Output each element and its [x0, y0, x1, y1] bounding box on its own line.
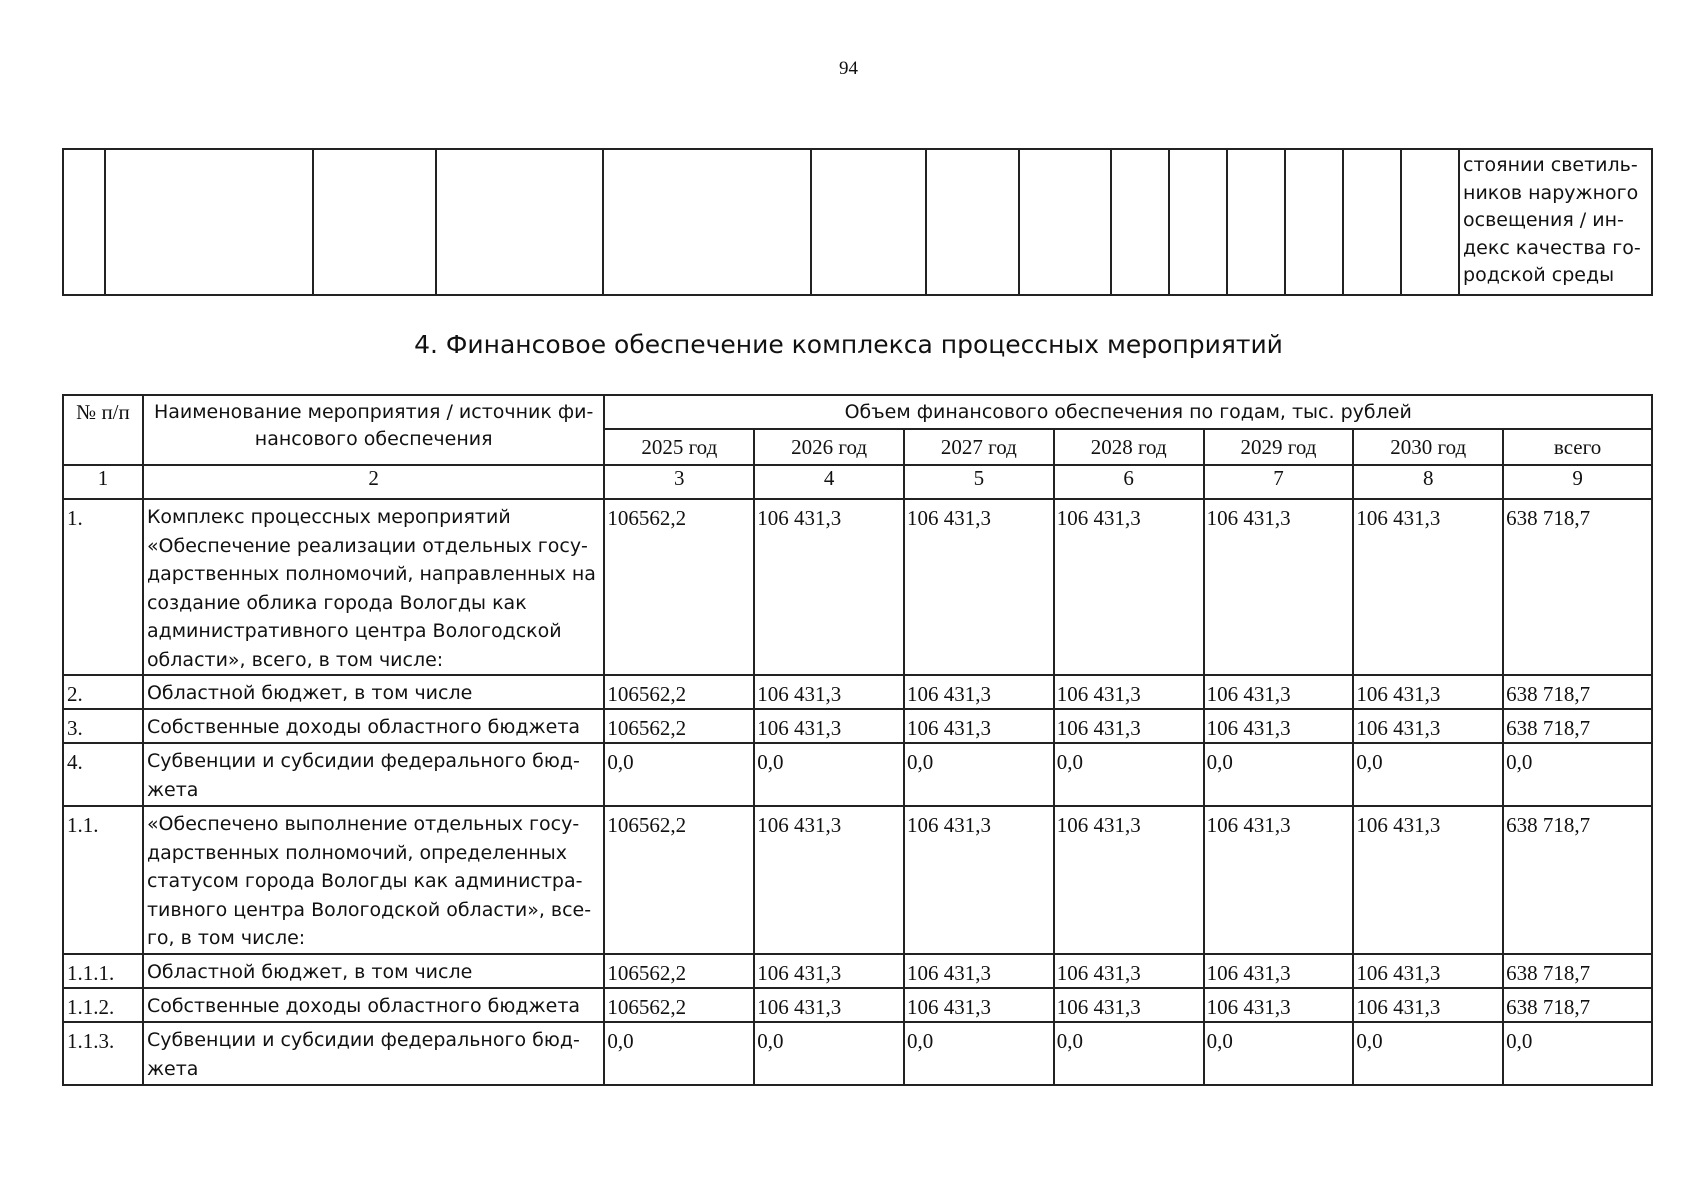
continuation-table: [62, 148, 1653, 296]
value-cell: 106 431,3: [904, 709, 1054, 743]
value-cell: 106 431,3: [1353, 499, 1503, 675]
value-cell: 106 431,3: [1054, 675, 1204, 709]
empty-cell: [603, 149, 811, 295]
header-name: Наименование мероприятия / источник фи-нансового обеспечения: [143, 395, 604, 465]
value-cell: 106 431,3: [1054, 988, 1204, 1022]
value-cell: 106562,2: [604, 806, 754, 954]
empty-cell: [1111, 149, 1169, 295]
table-row: [63, 1022, 1652, 1085]
value-cell: 106 431,3: [1054, 709, 1204, 743]
header-year: 2029 год: [1204, 429, 1354, 465]
table-row: [63, 675, 1652, 709]
continuation-row: [63, 149, 1652, 295]
column-number: 1: [63, 465, 143, 499]
row-number: 1.1.3.: [63, 1022, 143, 1085]
empty-cell: [1285, 149, 1343, 295]
column-number: 9: [1503, 465, 1652, 499]
value-cell: 106 431,3: [1353, 806, 1503, 954]
value-cell: 0,0: [604, 1022, 754, 1085]
value-cell: 106 431,3: [1054, 954, 1204, 988]
value-cell: 106 431,3: [1353, 954, 1503, 988]
empty-cell: [1019, 149, 1112, 295]
row-name: «Обеспечено выполнение отдельных госу-дарственных полномочий, определенных статусом города Вологды как администра-тивного центра Вологодской области», все-го, в том числе:: [143, 806, 604, 954]
value-cell: 106 431,3: [1204, 709, 1354, 743]
column-number: 5: [904, 465, 1054, 499]
empty-cell: [1343, 149, 1401, 295]
value-cell: 0,0: [1204, 743, 1354, 806]
value-cell: 106 431,3: [754, 954, 904, 988]
row-name: Собственные доходы областного бюджета: [143, 988, 604, 1022]
value-cell: 106 431,3: [1054, 806, 1204, 954]
value-cell: 0,0: [604, 743, 754, 806]
header-row: [63, 395, 1652, 429]
value-cell: 0,0: [1353, 743, 1503, 806]
finance-table: [62, 394, 1653, 1086]
value-cell: 0,0: [1204, 1022, 1354, 1085]
column-number: 4: [754, 465, 904, 499]
header-total: всего: [1503, 429, 1652, 465]
table-row: [63, 954, 1652, 988]
row-number: 1.1.1.: [63, 954, 143, 988]
value-cell: 106562,2: [604, 954, 754, 988]
value-cell: 0,0: [1353, 1022, 1503, 1085]
value-cell: 638 718,7: [1503, 709, 1652, 743]
header-year: 2025 год: [604, 429, 754, 465]
column-number: 2: [143, 465, 604, 499]
header-year: 2027 год: [904, 429, 1054, 465]
header-year: 2030 год: [1353, 429, 1503, 465]
table-row: [63, 806, 1652, 954]
empty-cell: [1227, 149, 1285, 295]
column-number-row: [63, 465, 1652, 499]
indicator-text-line: освещения / ин-: [1463, 209, 1624, 231]
indicator-text-line: декс качества го-: [1463, 236, 1641, 259]
indicator-text-line: стоянии светиль-: [1463, 154, 1638, 176]
value-cell: 106 431,3: [904, 675, 1054, 709]
header-span-title: Объем финансового обеспечения по годам, тыс. рублей: [604, 395, 1652, 429]
row-number: 1.: [63, 499, 143, 675]
value-cell: 106562,2: [604, 709, 754, 743]
indicator-text-cell: [1459, 149, 1652, 295]
value-cell: 106 431,3: [754, 709, 904, 743]
value-cell: 106 431,3: [754, 988, 904, 1022]
value-cell: 106 431,3: [1054, 499, 1204, 675]
value-cell: 106 431,3: [1204, 675, 1354, 709]
empty-cell: [436, 149, 603, 295]
value-cell: 106 431,3: [1204, 988, 1354, 1022]
column-number: 7: [1204, 465, 1354, 499]
row-number: 2.: [63, 675, 143, 709]
empty-cell: [63, 149, 105, 295]
empty-cell: [313, 149, 437, 295]
value-cell: 106 431,3: [1353, 709, 1503, 743]
value-cell: 106 431,3: [904, 954, 1054, 988]
value-cell: 0,0: [1503, 743, 1652, 806]
value-cell: 638 718,7: [1503, 806, 1652, 954]
value-cell: 638 718,7: [1503, 988, 1652, 1022]
value-cell: 0,0: [904, 743, 1054, 806]
row-name: Областной бюджет, в том числе: [143, 675, 604, 709]
value-cell: 106 431,3: [1204, 499, 1354, 675]
value-cell: 106 431,3: [1204, 954, 1354, 988]
column-number: 3: [604, 465, 754, 499]
row-number: 1.1.2.: [63, 988, 143, 1022]
empty-cell: [926, 149, 1019, 295]
indicator-text-line: родской среды: [1463, 264, 1615, 286]
empty-cell: [1401, 149, 1459, 295]
value-cell: 638 718,7: [1503, 675, 1652, 709]
value-cell: 106562,2: [604, 499, 754, 675]
row-number: 1.1.: [63, 806, 143, 954]
value-cell: 106 431,3: [754, 499, 904, 675]
value-cell: 106 431,3: [904, 988, 1054, 1022]
row-name: Субвенции и субсидии федерального бюд-жета: [143, 1022, 604, 1085]
row-name: Субвенции и субсидии федерального бюд-жета: [143, 743, 604, 806]
value-cell: 0,0: [1054, 1022, 1204, 1085]
table-row: [63, 499, 1652, 675]
value-cell: 106 431,3: [754, 806, 904, 954]
value-cell: 106 431,3: [1204, 806, 1354, 954]
row-number: 3.: [63, 709, 143, 743]
table-row: [63, 988, 1652, 1022]
section-title: 4. Финансовое обеспечение комплекса процессных мероприятий: [414, 330, 1283, 359]
empty-cell: [105, 149, 313, 295]
indicator-text-line: ников наружного: [1463, 181, 1639, 204]
value-cell: 106562,2: [604, 988, 754, 1022]
value-cell: 638 718,7: [1503, 954, 1652, 988]
page-number: 94: [839, 58, 858, 79]
header-num: № п/п: [63, 395, 143, 465]
row-name: Областной бюджет, в том числе: [143, 954, 604, 988]
row-name: Собственные доходы областного бюджета: [143, 709, 604, 743]
row-name: Комплекс процессных мероприятий «Обеспечение реализации отдельных госу-дарственных полномочий, направленных на создание облика города Вологды как административного центра Вологодской области», всего, в том числе:: [143, 499, 604, 675]
header-year: 2026 год: [754, 429, 904, 465]
row-number: 4.: [63, 743, 143, 806]
value-cell: 106 431,3: [904, 806, 1054, 954]
empty-cell: [1169, 149, 1227, 295]
table-row: [63, 743, 1652, 806]
value-cell: 0,0: [904, 1022, 1054, 1085]
value-cell: 106 431,3: [1353, 675, 1503, 709]
empty-cell: [811, 149, 926, 295]
value-cell: 638 718,7: [1503, 499, 1652, 675]
column-number: 6: [1054, 465, 1204, 499]
value-cell: 0,0: [1503, 1022, 1652, 1085]
value-cell: 0,0: [754, 743, 904, 806]
value-cell: 0,0: [754, 1022, 904, 1085]
column-number: 8: [1353, 465, 1503, 499]
header-year: 2028 год: [1054, 429, 1204, 465]
value-cell: 0,0: [1054, 743, 1204, 806]
value-cell: 106 431,3: [1353, 988, 1503, 1022]
table-row: [63, 709, 1652, 743]
value-cell: 106 431,3: [904, 499, 1054, 675]
value-cell: 106562,2: [604, 675, 754, 709]
value-cell: 106 431,3: [754, 675, 904, 709]
